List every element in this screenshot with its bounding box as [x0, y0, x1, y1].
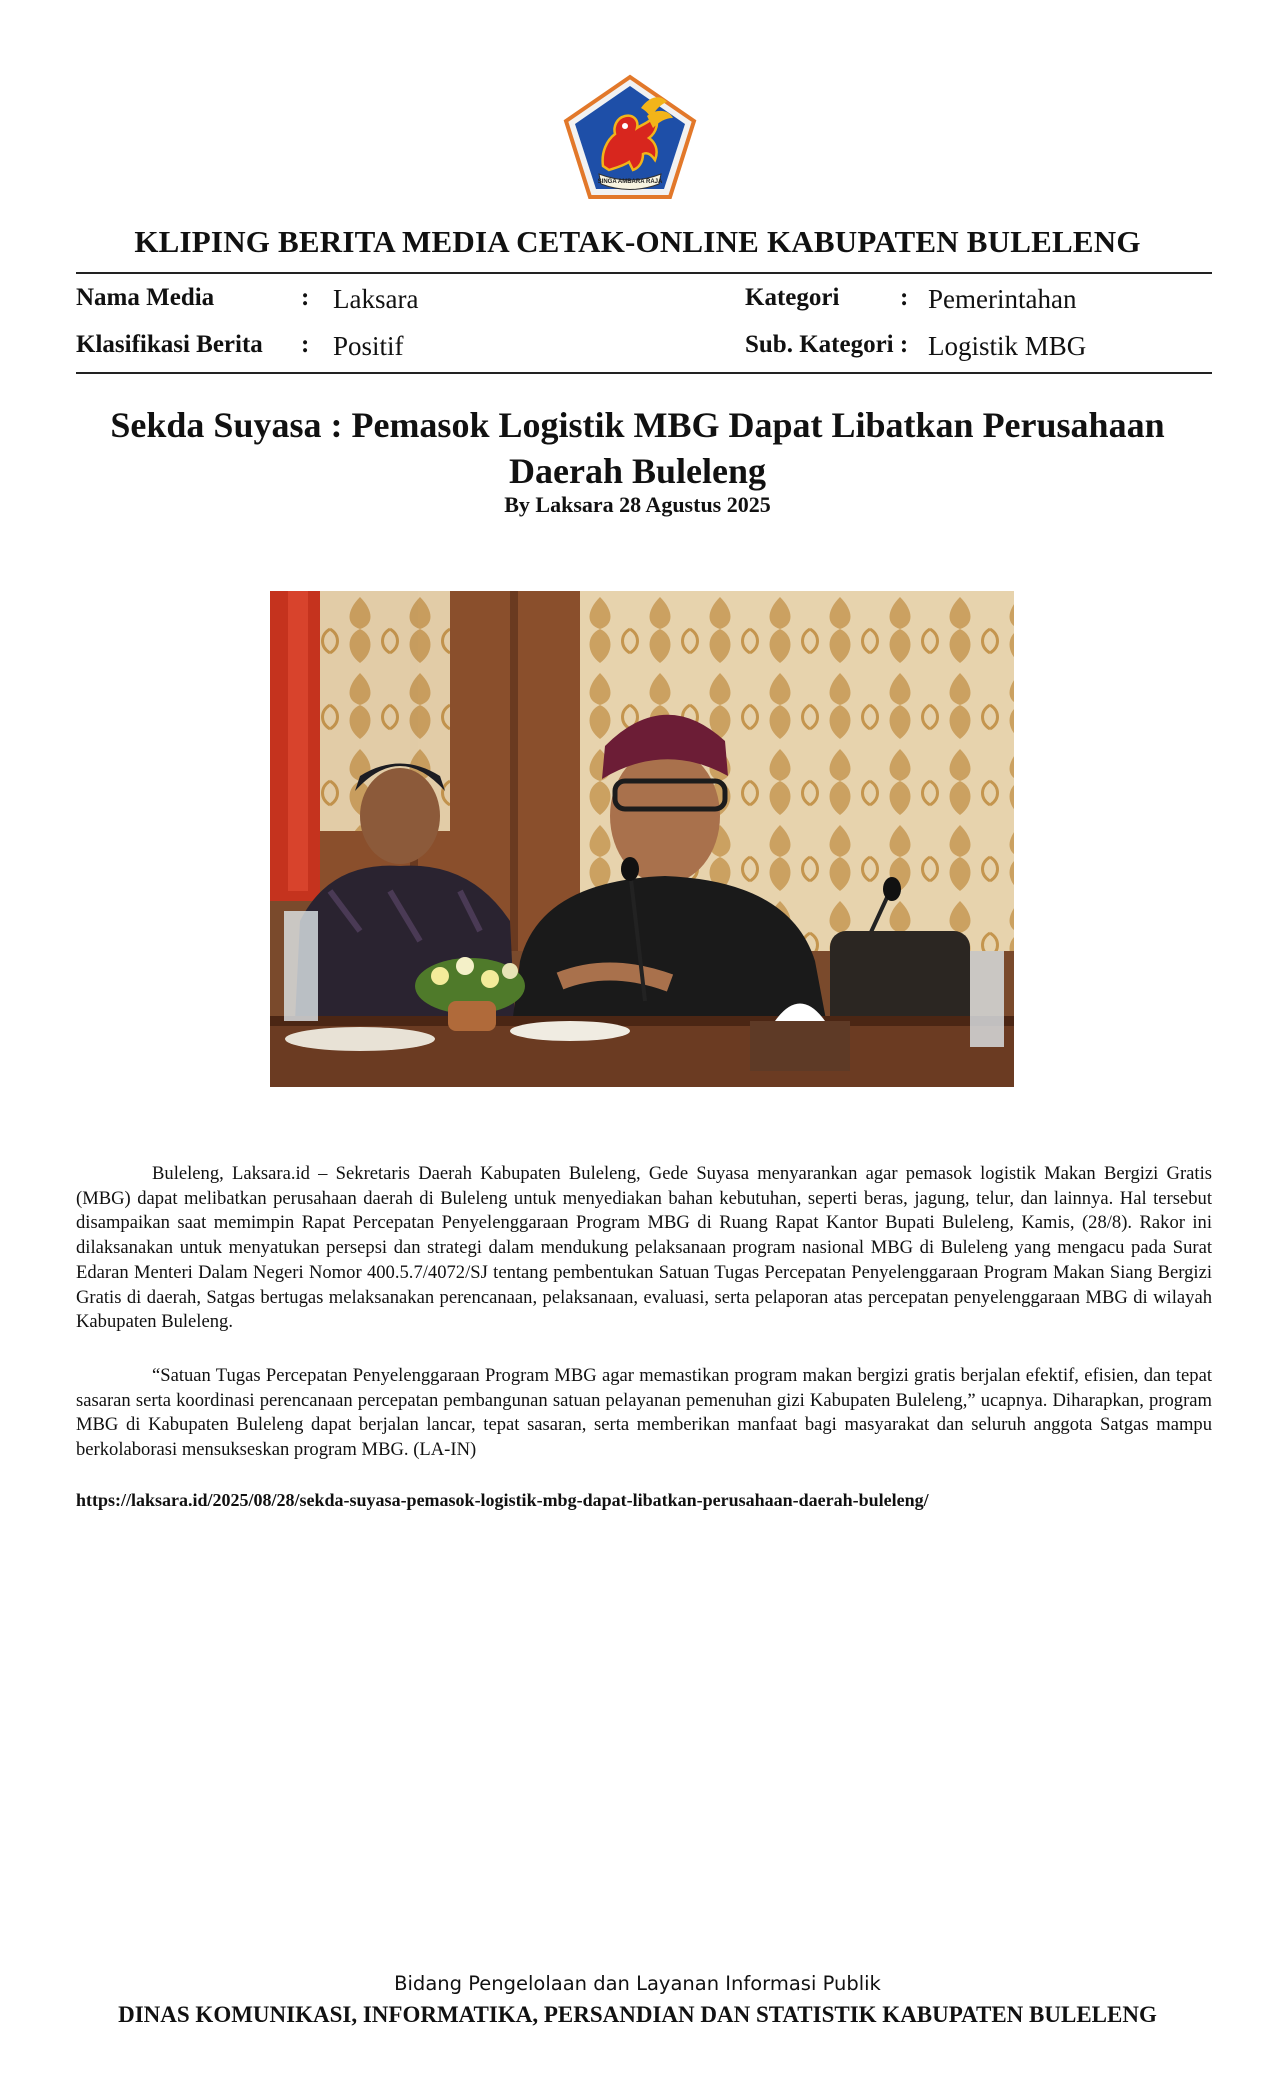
article-byline: By Laksara 28 Agustus 2025 [504, 492, 771, 517]
source-url-link[interactable]: https://laksara.id/2025/08/28/sekda-suyasa-pemasok-logistik-mbg-dapat-libatkan-perusahaan-daerah-buleleng/ [76, 1490, 929, 1510]
nama-media-value: Laksara [333, 284, 419, 314]
paragraph-1-text: Buleleng, Laksara.id – Sekretaris Daerah Kabupaten Buleleng, Gede Suyasa menyarankan agar pemasok logistik Makan Bergizi Gratis (MBG) dapat melibatkan perusahaan daerah di Buleleng untuk menyediakan bahan kebutuhan, seperti beras, jagung, telur, dan lainnya. Hal tersebut disampaikan saat memimpin Rapat Percepatan Penyelenggaraan Program MBG di Ruang Rapat Kantor Bupati Buleleng, Kamis, (28/8). Rakor ini dilaksanakan untuk menyatukan persepsi dan strategi dalam mendukung pelaksanaan program nasional MBG di Buleleng yang mengacu pada Surat Edaran Menteri Dalam Negeri Nomor 400.5.7/4072/SJ tentang pembentukan Satuan Tugas Percepatan Penyelenggaraan Program Makan Siang Bergizi Gratis di daerah, Satgas bertugas melaksanakan perencanaan, pelaksanaan, evaluasi, serta pelaporan atas percepatan penyelenggaraan MBG di wilayah Kabupaten Buleleng. [76, 1163, 1212, 1333]
emblem-motto: SINGA AMBARA RAJA [597, 179, 663, 185]
header-divider-bottom [76, 372, 1212, 374]
kategori-value: Pemerintahan [928, 284, 1077, 314]
clipping-title: KLIPING BERITA MEDIA CETAK-ONLINE KABUPATEN BULELENG [134, 224, 1141, 259]
nama-media-label: Nama Media [76, 284, 215, 311]
article-headline: Sekda Suyasa : Pemasok Logistik MBG Dapat Libatkan Perusahaan Daerah Buleleng [110, 405, 1165, 491]
klasifikasi-label: Klasifikasi Berita [76, 331, 263, 358]
kabupaten-buleleng-emblem [563, 74, 697, 200]
klasifikasi-colon: : [301, 331, 310, 358]
header-divider-top [76, 272, 1212, 274]
sub-kategori-label: Sub. Kategori : [745, 331, 909, 358]
article-paragraph-1 [76, 1162, 1212, 1335]
article-paragraph-2 [76, 1364, 1212, 1463]
kategori-colon: : [900, 284, 909, 311]
news-photo [270, 591, 1014, 1087]
nama-media-colon: : [301, 284, 310, 311]
kategori-label: Kategori [745, 284, 840, 311]
klasifikasi-value: Positif [333, 331, 404, 361]
paragraph-2-text: “Satuan Tugas Percepatan Penyelenggaraan Program MBG agar memastikan program makan bergizi gratis berjalan efektif, efisien, dan tepat sasaran serta koordinasi perencanaan percepatan pembangunan satuan pelayanan pemenuhan gizi Kabupaten Buleleng,” ucapnya. Diharapkan, program MBG di Kabupaten Buleleng dapat berjalan lancar, tepat sasaran, serta memberikan manfaat bagi masyarakat dan seluruh anggota Satgas mampu berkolaborasi mensukseskan program MBG. (LA-IN) [76, 1365, 1212, 1461]
footer-department: Bidang Pengelolaan dan Layanan Informasi Publik [394, 1972, 881, 1995]
sub-kategori-value: Logistik MBG [928, 331, 1087, 361]
footer-agency: DINAS KOMUNIKASI, INFORMATIKA, PERSANDIAN DAN STATISTIK KABUPATEN BULELENG [118, 2002, 1157, 2027]
